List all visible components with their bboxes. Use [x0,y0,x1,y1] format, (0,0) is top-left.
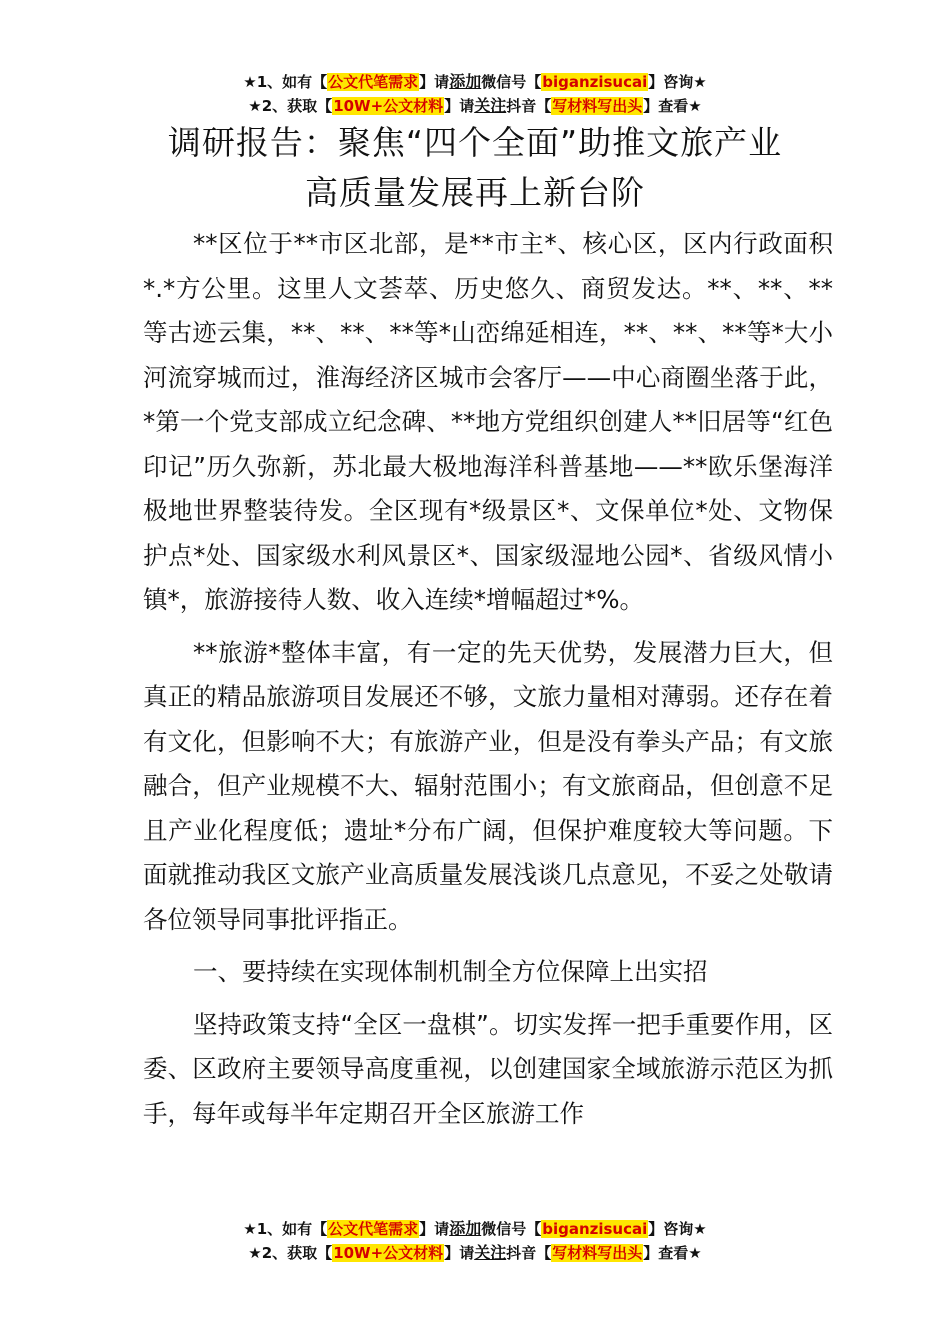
top-banner [0,70,950,118]
banner-highlight-service: 公文代笔需求 [328,73,419,91]
paragraph-issues: **旅游*整体丰富，有一定的先天优势，发展潜力巨大，但真正的精品旅游项目发展还不够，文旅力量相对薄弱。还存在着有文化，但影响不大；有旅游产业，但是没有拳头产品；有文旅融合，但产业规模不大、辐射范围小；有文旅商品，但创意不足且产业化程度低；遗址*分布广阔，但保护难度较大等问题。下面就推动我区文旅产业高质量发展浅谈几点意见，不妥之处敬请各位领导同事批评指正。 [143,637,833,934]
banner-highlight-douyin: 写材料写出头 [552,97,643,115]
banner-line-2: ★2、获取【10W+公文材料】请关注抖音【写材料写出头】查看★ [248,96,702,115]
paragraph-policy: 坚持政策支持“全区一盘棋”。切实发挥一把手重要作用，区委、区政府主要领导高度重视，以创建国家全域旅游示范区为抓手，每年或每半年定期召开全区旅游工作 [143,1009,833,1128]
title-line-1: 调研报告：聚焦“四个全面”助推文旅产业 [167,123,783,162]
banner-line-2-bottom: ★2、获取【10W+公文材料】请关注抖音【写材料写出头】查看★ [248,1243,702,1262]
banner-highlight-wechat: biganzisucai [542,73,648,91]
banner-highlight-douyin: 写材料写出头 [552,1244,643,1262]
title-line-2: 高质量发展再上新台阶 [305,173,645,212]
banner-highlight-materials: 10W+公文材料 [333,97,444,115]
bottom-banner [0,1217,950,1265]
banner-highlight-service: 公文代笔需求 [328,1220,419,1238]
banner-highlight-materials: 10W+公文材料 [333,1244,444,1262]
banner-line-1-bottom: ★1、如有【公文代笔需求】请添加微信号【biganzisucai】咨询★ [243,1219,707,1238]
section-heading-1: 一、要持续在实现体制机制全方位保障上出实招 [193,957,708,986]
document-title [0,118,950,218]
document-body [143,222,833,1136]
paragraph-intro: **区位于**市区北部，是**市主*、核心区，区内行政面积*.*方公里。这里人文荟萃、历史悠久、商贸发达。**、**、**等古迹云集，**、**、**等*山峦绵延相连，**、**、**等*大小河流穿城而过，淮海经济区城市会客厅——中心商圈坐落于此，*第一个党支部成立纪念碑、**地方党组织创建人**旧居等“红色印记”历久弥新，苏北最大极地海洋科普基地——**欧乐堡海洋极地世界整装待发。全区现有*级景区*、文保单位*处、文物保护点*处、国家级水利风景区*、国家级湿地公园*、省级风情小镇*，旅游接待人数、收入连续*增幅超过*%。 [143,229,833,614]
banner-highlight-wechat: biganzisucai [542,1220,648,1238]
banner-line-1: ★1、如有【公文代笔需求】请添加微信号【biganzisucai】咨询★ [243,72,707,91]
